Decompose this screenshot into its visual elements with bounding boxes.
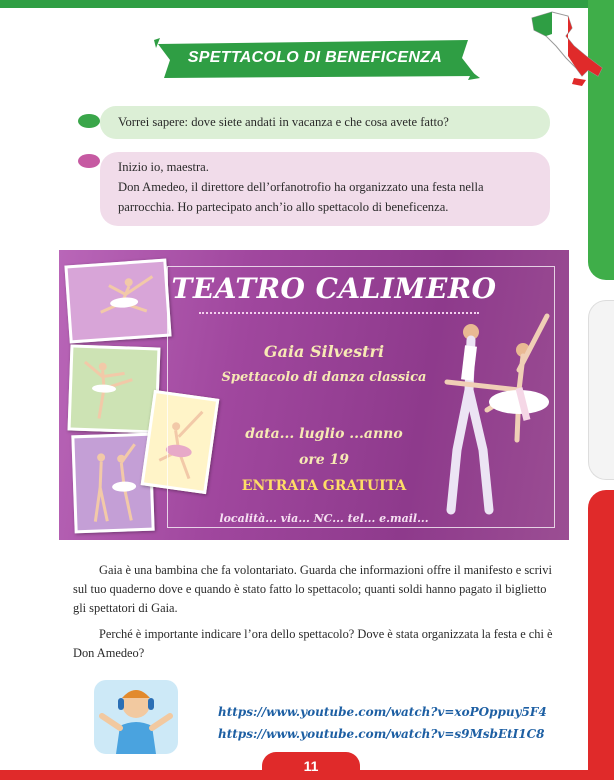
ballet-photo [68, 344, 161, 433]
theater-poster [59, 250, 569, 540]
poster-time: ore 19 [299, 452, 349, 468]
ballet-photo [64, 259, 171, 344]
poster-title: TEATRO CALIMERO [171, 272, 497, 305]
title-banner [150, 38, 480, 80]
poster-contact: località... via... NC... tel... e.mail... [219, 512, 429, 525]
speech-bubble-icon-teacher [78, 114, 100, 128]
poster-entry: ENTRATA GRATUITA [241, 478, 407, 494]
page-number: 11 [262, 752, 360, 780]
poster-performer: Gaia Silvestri [263, 342, 385, 361]
video-link[interactable]: https://www.youtube.com/watch?v=s9MsbEtI1C8 [218, 727, 545, 741]
body-paragraph: Perché è importante indicare l’ora dello spettacolo? Dove è stata organizzata la festa e chi è Don Amedeo? [73, 627, 553, 660]
student-text-line1: Inizio io, maestra. [118, 160, 209, 174]
video-link[interactable]: https://www.youtube.com/watch?v=xoPOppuy5F4 [218, 705, 547, 719]
body-paragraph: Gaia è una bambina che fa volontariato. Guarda che informazioni offre il manifesto e scrivi sul tuo quaderno dove e quando è stato fatto lo spettacolo; quanti soldi hanno pagato il biglietto gli spettatori di Gaia. [73, 563, 552, 615]
side-tab-white [588, 300, 614, 480]
speech-bubble-icon-student [78, 154, 100, 168]
poster-date: data... luglio ...anno [245, 426, 403, 442]
boy-with-headphones-image [80, 676, 180, 756]
italy-flag-map-icon [522, 6, 606, 90]
teacher-bubble [100, 106, 550, 139]
student-bubble [100, 152, 550, 226]
teacher-text: Vorrei sapere: dove siete andati in vacanza e che cosa avete fatto? [118, 115, 449, 129]
side-tab-red [588, 490, 614, 780]
poster-show: Spettacolo di danza classica [221, 370, 427, 385]
student-text-line2: Don Amedeo, il direttore dell’orfanotrofio ha organizzato una festa nella parrocchia. Ho partecipato anch’io allo spettacolo di beneficenza. [118, 180, 484, 214]
page-title: SPETTACOLO DI BENEFICENZA [187, 49, 443, 66]
ballet-dancers-image [427, 310, 567, 530]
